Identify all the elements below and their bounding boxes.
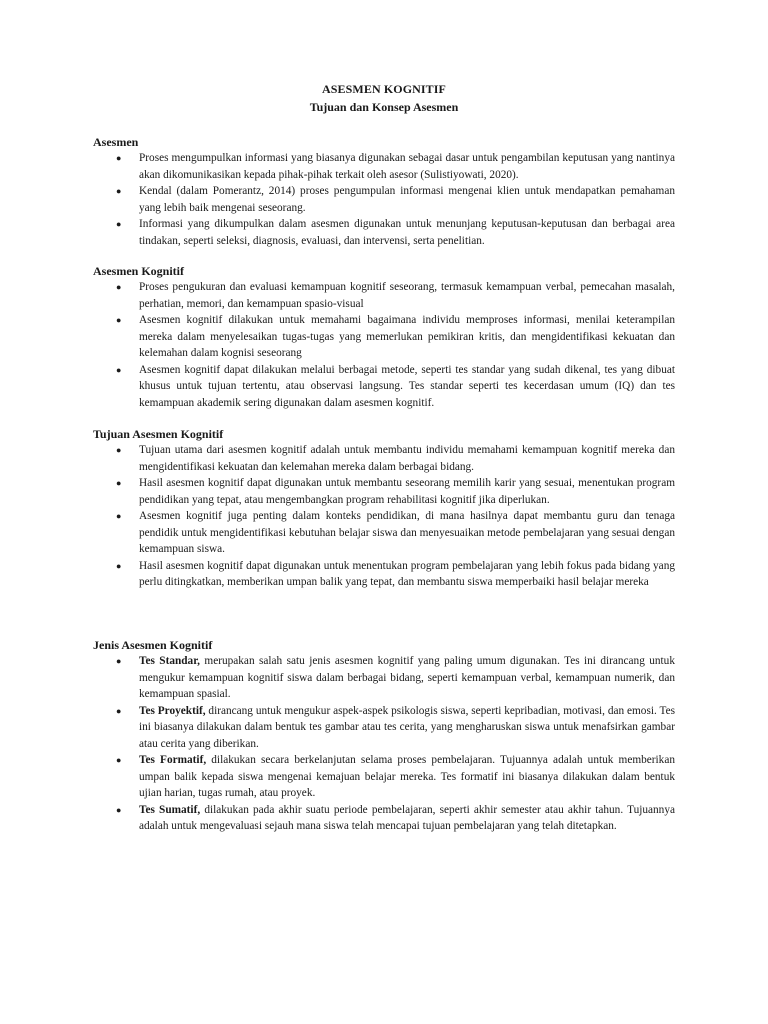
bullet-list [93,653,675,835]
item-text: Proses mengumpulkan informasi yang biasanya digunakan sebagai dasar untuk pengambilan keputusan yang nantinya akan dikomunikasikan kepada pihak-pihak terkait oleh asesor (Sulistiyowati, 2020). [139,152,675,181]
item-text: Asesmen kognitif juga penting dalam konteks pendidikan, di mana hasilnya dapat membantu guru dan tenaga pendidik untuk mengidentifikasi kebutuhan belajar siswa dan menyesuaikan metode pembelajaran yang sesuai dengan kemampuan siswa. [139,510,675,555]
list-item [93,216,675,249]
bullet-icon: ● [116,705,122,716]
list-item [93,312,675,362]
item-term: Tes Formatif, [139,754,207,766]
list-item [93,752,675,802]
bullet-list [93,442,675,591]
bullet-icon: ● [116,282,122,292]
section-heading: Asesmen [93,135,139,149]
bullet-icon: ● [116,445,122,455]
item-text: Hasil asesmen kognitif dapat digunakan untuk membantu seseorang memilih karir yang sesuai, menentukan program pendidikan yang tepat, atau mengembangkan program rehabilitasi kognitif jika diperlukan. [139,477,675,506]
bullet-list [93,279,675,411]
document-subtitle: Tujuan dan Konsep Asesmen [309,100,459,114]
item-text: dilakukan pada akhir suatu periode pembelajaran, seperti akhir semester atau akhir tahun. Tujuannya adalah untuk mengevaluasi sejauh mana siswa telah mencapai tujuan pembelajaran yang telah ditetapkan. [139,803,675,832]
bullet-icon: ● [116,804,122,815]
item-term: Tes Standar, [139,655,201,667]
item-text: dilakukan secara berkelanjutan selama proses pembelajaran. Tujuannya adalah untuk memberikan umpan balik kepada siswa mengenai kemajuan belajar mereka. Tes formatif ini biasanya dilakukan dalam bentuk ujian harian, tugas rumah, atau proyek. [139,754,675,799]
section-heading: Jenis Asesmen Kognitif [93,638,213,652]
item-text: Kendal (dalam Pomerantz, 2014) proses pengumpulan informasi mengenai klien untuk mendapatkan pemahaman yang lebih baik mengenai seseorang. [139,185,675,214]
section-tujuan-asesmen-kognitif [93,426,675,591]
item-text: Hasil asesmen kognitif dapat digunakan untuk menentukan program pembelajaran yang lebih fokus pada bidang yang perlu ditingkatkan, memberikan umpan balik yang tepat, dan membantu siswa memperbaiki hasil belajar mereka [139,559,675,588]
bullet-icon: ● [116,153,122,163]
bullet-icon: ● [116,186,122,196]
list-item [93,558,675,591]
bullet-icon: ● [116,478,122,488]
item-term: Tes Proyektif, [139,704,206,717]
item-text: Tujuan utama dari asesmen kognitif adalah untuk membantu individu memahami kemampuan kognitif mereka dan mengidentifikasi kekuatan dan kelemahan mereka dalam berbagai bidang. [139,444,675,473]
bullet-icon: ● [116,511,122,521]
list-item [93,653,675,703]
list-item [93,362,675,412]
bullet-list [93,150,675,249]
item-text: Asesmen kognitif dapat dilakukan melalui berbagai metode, seperti tes standar yang sudah dikenal, tes yang dibuat khusus untuk tujuan tertentu, atau observasi langsung. Tes standar seperti tes kecerdasan umum (IQ) dan tes kemampuan akademik sering digunakan dalam asesmen kognitif. [139,363,675,409]
list-item [93,183,675,216]
item-text: Asesmen kognitif dilakukan untuk memahami bagaimana individu memproses informasi, menilai keterampilan mereka dalam menyelesaikan tugas-tugas yang memerlukan pemikiran kritis, dan mengidentifikasi kekuatan dan kelemahan dalam kognisi seseorang [139,314,675,359]
document-title: ASESMEN KOGNITIF [322,82,446,96]
bullet-icon: ● [116,755,122,765]
list-item [93,442,675,475]
item-text: dirancang untuk mengukur aspek-aspek psikologis siswa, seperti kepribadian, motivasi, dan emosi. Tes ini biasanya dilakukan dalam bentuk tes gambar atau tes cerita, yang mengharuskan siswa untuk menafsirkan gambar atau cerita yang diberikan. [139,704,675,750]
bullet-icon: ● [116,560,122,571]
section-heading: Asesmen Kognitif [93,264,184,278]
bullet-icon: ● [116,364,122,375]
section-heading: Tujuan Asesmen Kognitif [93,427,224,441]
list-item [93,508,675,558]
list-item [93,475,675,508]
bullet-icon: ● [116,315,122,325]
item-text: Informasi yang dikumpulkan dalam asesmen digunakan untuk menunjang keputusan-keputusan dan berbagai area tindakan, seperti seleksi, diagnosis, evaluasi, dan intervensi, serta penelitian. [139,218,675,247]
list-item [93,802,675,835]
list-item [93,703,675,753]
item-term: Tes Sumatif, [139,803,201,816]
list-item [93,150,675,183]
item-text: Proses pengukuran dan evaluasi kemampuan kognitif seseorang, termasuk kemampuan verbal, pemecahan masalah, perhatian, memori, dan kemampuan spasio-visual [139,281,675,310]
section-asesmen-kognitif [93,263,675,411]
section-asesmen [93,134,675,249]
bullet-icon: ● [116,656,122,666]
item-text: merupakan salah satu jenis asesmen kognitif yang paling umum digunakan. Tes ini dirancang untuk mengukur kemampuan kognitif siswa dalam berbagai bidang, seperti kemampuan verbal, kemampuan numerik, dan kemampuan spasial. [139,655,675,700]
list-item [93,279,675,312]
bullet-icon: ● [116,219,122,229]
section-jenis-asesmen-kognitif [93,637,675,835]
